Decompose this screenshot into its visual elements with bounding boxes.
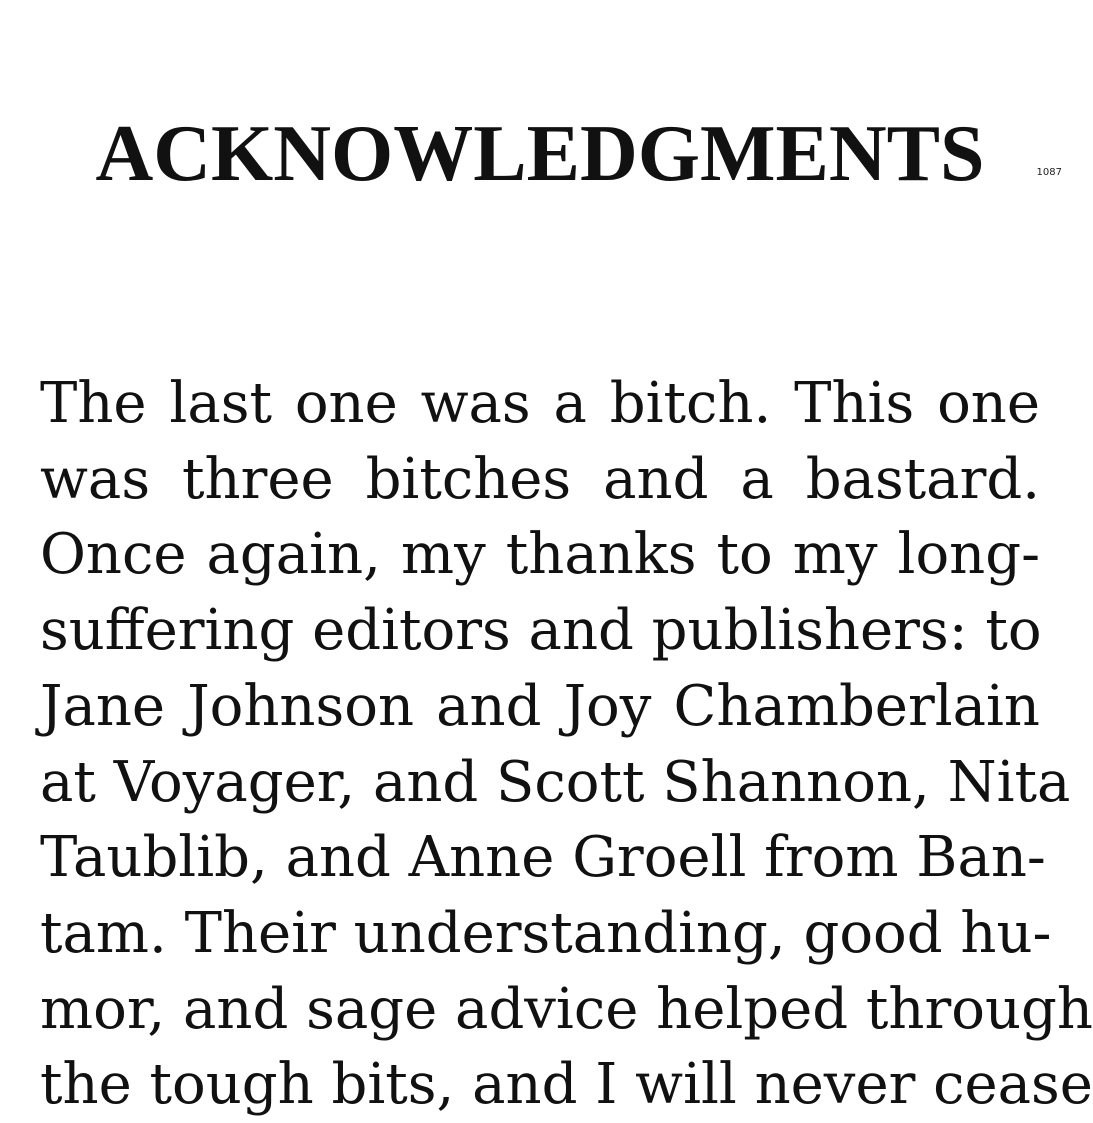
text-line: Jane Johnson and Joy Chamberlain bbox=[40, 673, 1040, 739]
text-line: Once again, my thanks to my long- bbox=[40, 522, 1040, 588]
text-line: at Voyager, and Scott Shannon, Nita bbox=[40, 749, 1071, 815]
text-line: tam. Their understanding, good hu- bbox=[40, 900, 1052, 966]
page-number: 1087 bbox=[1036, 167, 1062, 178]
text-line: mor, and sage advice helped through bbox=[40, 976, 1093, 1042]
text-line: suffering editors and publishers: to bbox=[40, 598, 1042, 664]
text-line: was three bitches and a bastard. bbox=[40, 446, 1040, 512]
chapter-heading: ACKNOWLEDGMENTS bbox=[95, 110, 985, 198]
text-line: the tough bits, and I will never cease bbox=[40, 1052, 1093, 1118]
text-line: Taublib, and Anne Groell from Ban- bbox=[40, 825, 1046, 891]
body-paragraph bbox=[40, 366, 1093, 1123]
text-line: The last one was a bitch. This one bbox=[40, 371, 1040, 436]
